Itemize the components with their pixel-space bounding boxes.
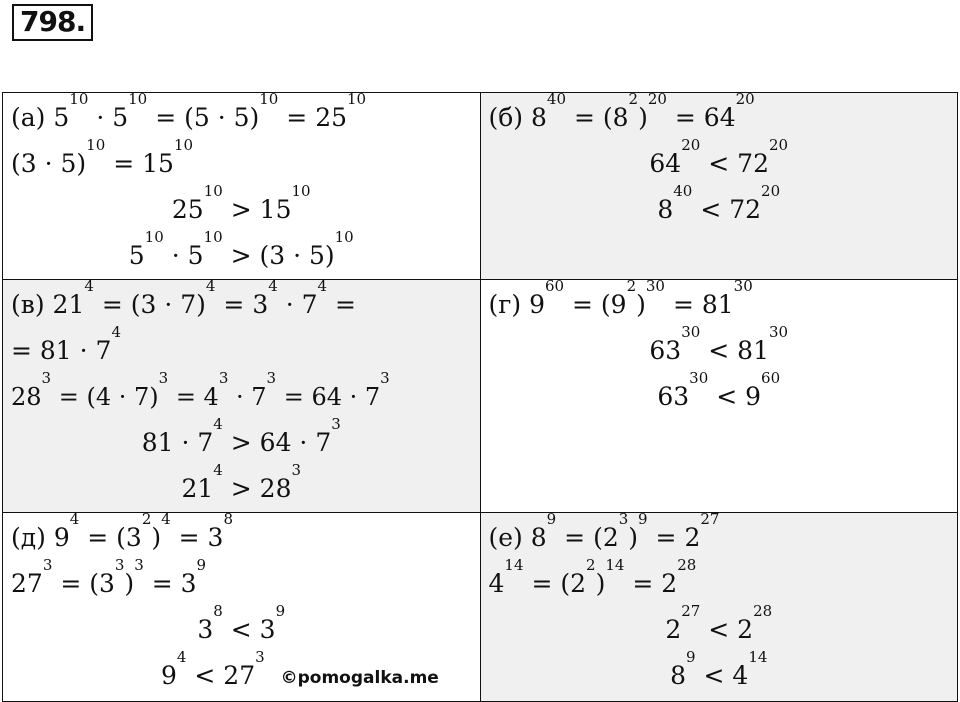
math-term: = 4 xyxy=(175,383,219,411)
math-term: 8 xyxy=(657,195,674,224)
exponent: 30 xyxy=(689,369,709,387)
math-term: > 15 xyxy=(230,195,292,224)
math-term: = 3 xyxy=(151,569,197,598)
exponent: 40 xyxy=(673,182,693,200)
exponent: 60 xyxy=(761,369,781,387)
item-label: (е) xyxy=(488,523,523,552)
exponent: 30 xyxy=(645,277,665,295)
exponent: 30 xyxy=(768,323,789,341)
math-term: 5 xyxy=(53,103,70,132)
watermark xyxy=(281,668,439,688)
exponent: 10 xyxy=(203,182,223,200)
exponent: 3 xyxy=(114,556,125,574)
exponent: 27 xyxy=(681,602,701,620)
math-term: < 72 xyxy=(700,195,762,224)
solution-table xyxy=(2,92,958,702)
cell-d xyxy=(3,510,481,702)
math-term: = 81 · 7 xyxy=(11,336,112,365)
exponent: 3 xyxy=(291,461,302,479)
math-term: = 2 xyxy=(655,523,701,552)
exponent: 10 xyxy=(128,90,148,108)
math-term: 5 xyxy=(112,103,129,132)
math-term: < 81 xyxy=(708,336,769,365)
math-line xyxy=(488,277,950,328)
math-term: 63 xyxy=(657,382,690,411)
exponent: 60 xyxy=(544,277,565,295)
math-term: 9 xyxy=(529,290,545,319)
exponent: 4 xyxy=(176,648,187,666)
exponent: 3 xyxy=(380,369,390,387)
math-term: · 7 xyxy=(285,290,318,319)
math-term: = (3 · 7) xyxy=(101,290,206,319)
exponent: 2 xyxy=(628,90,639,108)
exponent: 40 xyxy=(546,90,567,108)
math-term: < 2 xyxy=(708,615,754,644)
problem-number: 798. xyxy=(12,4,93,41)
cell-e xyxy=(480,510,958,702)
exponent: 4 xyxy=(161,510,171,528)
math-term: 8 xyxy=(530,523,547,552)
math-term: = 3 xyxy=(178,523,224,552)
exponent: 4 xyxy=(69,510,80,528)
exponent: 20 xyxy=(761,182,781,200)
exponent: 3 xyxy=(331,415,341,433)
item-label: (в) xyxy=(11,290,45,319)
math-term: 2 xyxy=(665,615,682,644)
math-term: · xyxy=(96,103,105,132)
math-term: · 5 xyxy=(171,241,204,270)
math-term: > 28 xyxy=(230,474,292,503)
exponent: 10 xyxy=(291,182,311,200)
math-term: = 64 · 7 xyxy=(283,383,381,411)
exponent: 10 xyxy=(334,228,354,246)
exponent: 20 xyxy=(647,90,667,108)
exponent: 4 xyxy=(213,415,223,433)
cell-b xyxy=(480,90,958,280)
item-label: (б) xyxy=(488,103,524,132)
math-line xyxy=(489,182,950,233)
math-term: 81 · 7 xyxy=(141,428,214,457)
math-line xyxy=(489,648,950,699)
math-term: 21 xyxy=(181,474,214,503)
exponent: 10 xyxy=(259,90,279,108)
exponent: 14 xyxy=(748,648,768,666)
exponent: 10 xyxy=(144,228,164,246)
math-term: · 7 xyxy=(236,383,267,411)
table-row xyxy=(3,93,958,280)
exponent: 3 xyxy=(255,648,265,666)
math-term: = xyxy=(335,290,356,319)
math-line xyxy=(11,323,472,374)
math-term: ) xyxy=(595,569,606,598)
math-line xyxy=(488,90,950,141)
exponent: 27 xyxy=(700,510,720,528)
math-line xyxy=(11,602,472,653)
math-line xyxy=(489,323,950,374)
math-term: ) xyxy=(638,103,648,132)
exponent: 9 xyxy=(275,602,286,620)
exponent: 4 xyxy=(111,323,121,341)
math-line xyxy=(489,602,950,653)
math-term: = 15 xyxy=(113,149,174,178)
exponent: 3 xyxy=(42,556,53,574)
math-term: = (9 xyxy=(572,290,627,319)
item-label: (г) xyxy=(488,290,522,319)
math-term: > (3 · 5) xyxy=(230,241,335,270)
math-line xyxy=(11,461,472,512)
exponent: 3 xyxy=(218,369,229,387)
math-term: = (3 xyxy=(87,523,142,552)
exponent: 8 xyxy=(213,602,223,620)
exponent: 4 xyxy=(317,277,328,295)
exponent: 9 xyxy=(196,556,207,574)
exponent: 9 xyxy=(546,510,557,528)
math-term: < 4 xyxy=(703,661,749,690)
math-term: = 25 xyxy=(286,103,348,132)
exponent: 10 xyxy=(69,90,89,108)
exponent: 10 xyxy=(347,90,367,108)
math-term: 28 xyxy=(11,383,42,411)
copyright-icon: © xyxy=(280,667,298,688)
exponent: 3 xyxy=(134,556,144,574)
exponent: 3 xyxy=(41,369,52,387)
math-term: = 64 xyxy=(674,103,736,132)
math-line xyxy=(11,369,472,420)
math-term: = (3 xyxy=(60,569,115,598)
math-line xyxy=(489,369,950,420)
cell-a xyxy=(3,90,481,280)
math-line xyxy=(11,648,472,701)
math-term: ) xyxy=(151,523,162,552)
math-line xyxy=(11,136,472,187)
exponent: 2 xyxy=(141,510,152,528)
math-term: = 3 xyxy=(223,290,269,319)
exponent: 28 xyxy=(753,602,773,620)
exponent: 20 xyxy=(681,136,701,154)
item-label: (а) xyxy=(11,103,46,132)
exponent: 10 xyxy=(173,136,194,154)
math-term: < 3 xyxy=(230,615,276,644)
cell-v xyxy=(3,277,481,513)
math-term: < 72 xyxy=(708,149,769,178)
math-term: 4 xyxy=(488,569,505,598)
exponent: 4 xyxy=(213,461,223,479)
math-line xyxy=(11,90,472,141)
math-term: 9 xyxy=(53,523,70,552)
math-term: 8 xyxy=(531,103,547,132)
math-term: ) xyxy=(628,523,639,552)
table-row xyxy=(3,513,958,702)
math-term: 5 xyxy=(128,241,145,270)
exponent: 4 xyxy=(268,277,278,295)
math-line xyxy=(11,182,472,233)
exponent: 3 xyxy=(618,510,629,528)
math-line xyxy=(488,510,950,561)
math-line xyxy=(11,277,472,328)
math-line xyxy=(11,415,472,466)
math-term: > 64 · 7 xyxy=(230,428,332,457)
exponent: 2 xyxy=(586,556,596,574)
math-term: 9 xyxy=(161,661,177,690)
exponent: 10 xyxy=(86,136,106,154)
exponent: 10 xyxy=(203,228,223,246)
math-line xyxy=(11,510,472,561)
exponent: 3 xyxy=(266,369,277,387)
exponent: 20 xyxy=(768,136,789,154)
math-term: 27 xyxy=(11,569,43,598)
math-term: 21 xyxy=(52,290,85,319)
exponent: 2 xyxy=(626,277,637,295)
math-term: 3 xyxy=(197,615,214,644)
item-label: (д) xyxy=(11,523,46,552)
math-term: = (2 xyxy=(531,569,587,598)
math-line xyxy=(11,556,472,607)
math-term: pomogalka.me xyxy=(297,667,439,688)
table-row xyxy=(3,280,958,513)
math-term: ) xyxy=(124,569,135,598)
math-term: < 27 xyxy=(194,661,256,690)
exponent: 9 xyxy=(686,648,696,666)
math-term: 63 xyxy=(649,336,682,365)
exponent: 9 xyxy=(638,510,648,528)
exponent: 4 xyxy=(84,277,94,295)
math-line xyxy=(11,228,472,279)
math-line xyxy=(488,556,950,607)
exponent: 4 xyxy=(205,277,216,295)
math-term: 64 xyxy=(649,149,682,178)
cell-g xyxy=(480,277,958,513)
math-term: = 2 xyxy=(632,569,678,598)
math-term: = 81 xyxy=(672,290,734,319)
math-term: = (8 xyxy=(573,103,629,132)
math-term: < 9 xyxy=(716,382,762,411)
math-term: = (2 xyxy=(564,523,619,552)
math-term: (3 · 5) xyxy=(11,149,87,178)
math-term: 25 xyxy=(171,195,204,224)
math-term: = (5 · 5) xyxy=(155,103,260,132)
exponent: 3 xyxy=(158,369,169,387)
exponent: 30 xyxy=(733,277,753,295)
math-line xyxy=(489,136,950,187)
exponent: 30 xyxy=(681,323,701,341)
math-term: = (4 · 7) xyxy=(58,383,159,411)
exponent: 20 xyxy=(735,90,755,108)
math-term: 8 xyxy=(670,661,686,690)
exponent: 8 xyxy=(223,510,233,528)
math-term: ) xyxy=(636,290,646,319)
exponent: 14 xyxy=(504,556,524,574)
exponent: 28 xyxy=(677,556,697,574)
exponent: 14 xyxy=(605,556,625,574)
